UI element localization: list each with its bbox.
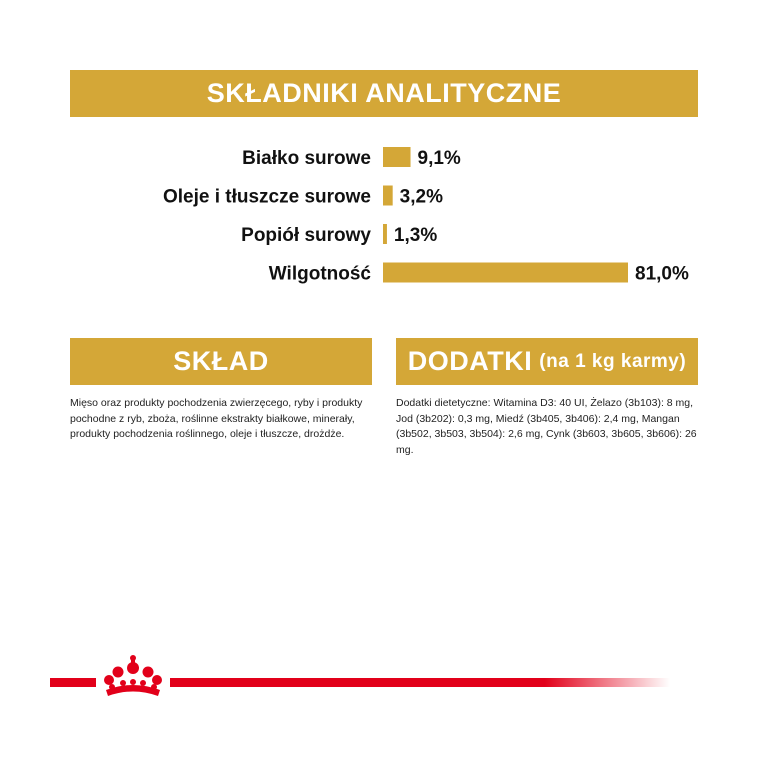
bar: [383, 186, 393, 206]
analytical-title: SKŁADNIKI ANALITYCZNE: [206, 78, 562, 108]
bar: [383, 147, 411, 167]
analytical-chart: [0, 130, 768, 290]
sklad-title: SKŁAD: [173, 346, 269, 376]
dodatki-text: Dodatki dietetyczne: Witamina D3: 40 UI, Żelazo (3b103): 8 mg, Jod (3b202): 0,3 mg, Miedź (3b405, 3b406): 2,4 mg, Mangan (3b502, 3b503, 3b504): 2,6 mg, Cynk (3b603, 3b605, 3b606): 26 mg.: [396, 397, 697, 456]
analytical-banner: [70, 70, 698, 117]
value-label: 9,1%: [417, 148, 461, 169]
footer-line-right: [170, 678, 670, 687]
category-label: Popiół surowy: [241, 225, 371, 246]
brand-footer: [0, 650, 768, 710]
dodatki-banner: [396, 338, 698, 385]
value-label: 81,0%: [635, 263, 689, 285]
dodatki-subtitle: (na 1 kg karmy): [539, 350, 687, 372]
bar: [383, 263, 628, 283]
sklad-text: Mięso oraz produkty pochodzenia zwierzęcego, ryby i produkty pochodne z ryb, zboża, roślinne ekstrakty białkowe, minerały, produkty pochodzenia roślinnego, oleje i tłuszcze, drożdże.: [70, 397, 363, 440]
category-label: Białko surowe: [242, 148, 371, 169]
bar: [383, 224, 387, 244]
category-label: Oleje i tłuszcze surowe: [162, 186, 371, 208]
crown-icon: [104, 655, 162, 696]
footer-line-left: [50, 678, 96, 687]
sklad-banner: [70, 338, 372, 385]
value-label: 1,3%: [393, 225, 438, 246]
category-label: Wilgotność: [268, 263, 371, 285]
dodatki-title: DODATKI: [407, 346, 533, 376]
value-label: 3,2%: [399, 186, 443, 208]
